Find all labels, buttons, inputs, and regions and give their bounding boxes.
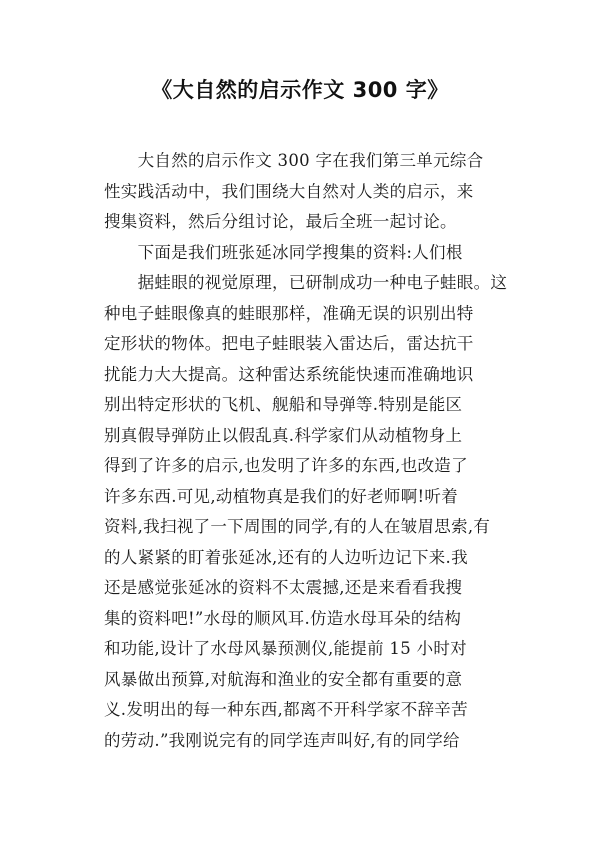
- body-line-10: 别真假导弹防止以假乱真.科学家们从动植物身上: [104, 425, 463, 445]
- body-line-7: 定形状的物体。把电子蛙眼装入雷达后，雷达抗干: [104, 334, 474, 353]
- body-line-16: 集的资料吧!”水母的顺风耳.仿造水母耳朵的结构: [104, 608, 462, 628]
- body-line-14: 的人紧紧的盯着张延冰,还有的人边听边记下来.我: [104, 547, 468, 567]
- document-body: [104, 146, 508, 756]
- body-line-3: 搜集资料，然后分组讨论，最后全班一起讨论。: [104, 212, 457, 231]
- body-line-4: 下面是我们班张延冰同学搜集的资料:人们根: [104, 242, 463, 262]
- body-line-20: 的劳动.”我刚说完有的同学连声叫好,有的同学给: [104, 730, 460, 750]
- body-line-15: 还是感觉张延冰的资料不太震撼,还是来看看我搜: [104, 578, 463, 597]
- body-line-11: 得到了许多的启示,也发明了许多的东西,也改造了: [104, 456, 468, 475]
- body-line-18: 风暴做出预算,对航海和渔业的安全都有重要的意: [104, 669, 463, 689]
- body-line-13: 资料,我扫视了一下周围的同学,有的人在皱眉思索,有: [104, 517, 491, 536]
- body-line-1: 大自然的启示作文 300 字在我们第三单元综合: [104, 151, 484, 170]
- body-line-2: 性实践活动中，我们围绕大自然对人类的启示，来: [104, 181, 474, 201]
- body-line-9: 别出特定形状的飞机、舰船和导弹等.特别是能区: [104, 395, 463, 414]
- body-line-5: 据蛙眼的视觉原理，已研制成功一种电子蛙眼。这: [104, 273, 508, 292]
- body-line-17: 和功能,设计了水母风暴预测仪,能提前 15 小时对: [104, 639, 467, 658]
- document-title: 《大自然的启示作文 300 字》: [151, 78, 449, 102]
- body-line-19: 义.发明出的每一种东西,都离不开科学家不辞辛苦: [104, 700, 468, 719]
- body-line-6: 种电子蛙眼像真的蛙眼那样，准确无误的识别出特: [104, 303, 474, 323]
- body-line-12: 许多东西.可见,动植物真是我们的好老师啊!听着: [104, 486, 459, 506]
- body-line-8: 扰能力大大提高。这种雷达系统能快速而准确地识: [104, 364, 474, 384]
